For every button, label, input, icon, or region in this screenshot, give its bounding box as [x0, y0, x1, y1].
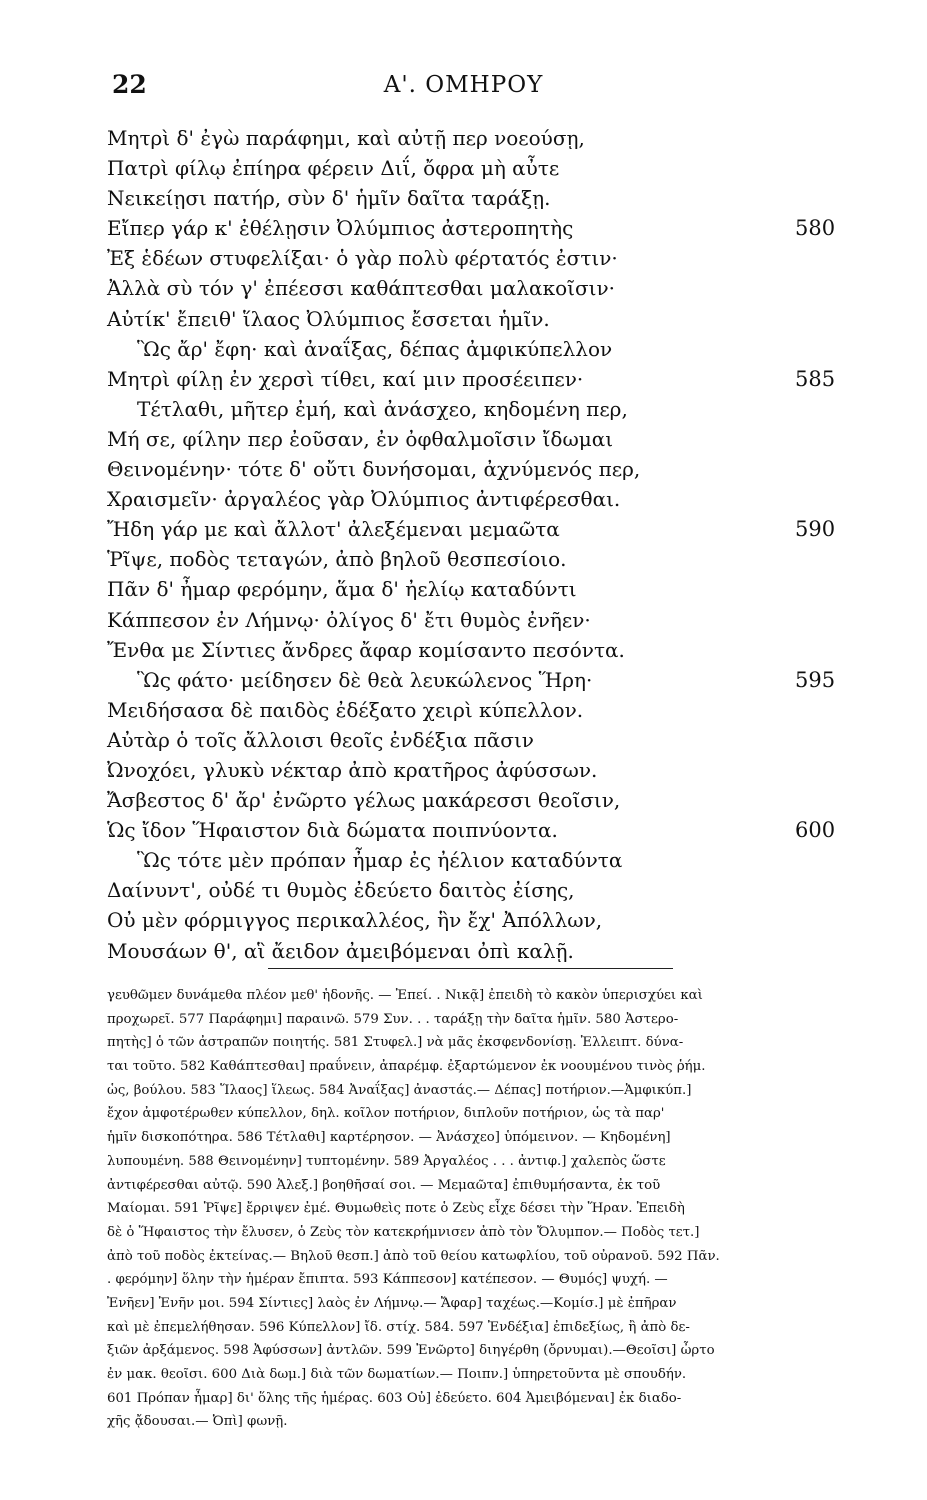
verse-line [107, 364, 847, 394]
verse-text: Μουσάων θ', αἳ ἄειδον ἀμειβόμεναι ὀπὶ καλῇ. [107, 938, 574, 963]
verse-text: Δαίνυντ', οὐδέ τι θυμὸς ἐδεύετο δαιτὸς ἐίσης, [107, 878, 575, 903]
verse-line [107, 304, 847, 334]
verse-line [107, 725, 847, 755]
verse-line [107, 394, 847, 424]
note-line: ται τοῦτο. 582 Καθάπτεσθαι] πραΰνειν, ἀπαρέμφ. ἐξαρτώμενον ἐκ νοουμένου τινὸς ῥήμ. [107, 1059, 706, 1075]
note-line: καὶ μὲ ἐπεμελήθησαν. 596 Κύπελλον] ἴδ. στίχ. 584. 597 Ἐνδέξια] ἐπιδεξίως, ἢ ἀπὸ δε- [107, 1319, 690, 1335]
verse-line [107, 605, 847, 635]
verse-line [107, 815, 847, 845]
page-number: 22 [112, 70, 147, 99]
note-line: Ἐνῆεν] Ἐνῆν μοι. 594 Σίντιες] λαὸς ἐν Λήμνῳ.— Ἄφαρ] ταχέως.—Κομίσ.] μὲ ἐπῆραν [107, 1295, 677, 1311]
note-line: λυπουμένη. 588 Θεινομένην] τυπτομένην. 589 Ἀργαλέος . . . ἀντιφ.] χαλεπὸς ὥστε [107, 1153, 666, 1169]
verse-text: Χραισμεῖν· ἀργαλέος γὰρ Ὀλύμπιος ἀντιφέρεσθαι. [107, 487, 621, 512]
note-line: 601 Πρόπαν ἦμαρ] δι' ὅλης τῆς ἡμέρας. 603 Οὐ] ἐδεύετο. 604 Ἀμειβόμεναι] ἐκ διαδο- [107, 1390, 682, 1406]
verse-line [107, 665, 847, 695]
note-line: προχωρεῖ. 577 Παράφημι] παραινῶ. 579 Συν. . . ταράξῃ τὴν δαῖτα ἡμῖν. 580 Ἀστερο- [107, 1011, 679, 1027]
note-line: ἀντιφέρεσθαι αὐτῷ. 590 Ἀλεξ.] βοηθῆσαί σοι. — Μεμαῶτα] ἐπιθυμήσαντα, ἐκ τοῦ [107, 1177, 661, 1193]
note-line: ἔχον ἀμφοτέρωθεν κύπελλον, δηλ. κοῖλον ποτήριον, διπλοῦν ποτήριον, ὡς τὰ παρ' [107, 1106, 665, 1122]
verse-line [107, 544, 847, 574]
verse-text: Ἐξ ἑδέων στυφελίξαι· ὁ γὰρ πολὺ φέρτατός ἐστιν· [107, 246, 618, 271]
note-line: ἀπὸ τοῦ ποδὸς ἐκτείνας.— Βηλοῦ θεσπ.] ἀπὸ τοῦ θείου κατωφλίου, τοῦ οὐρανοῦ. 592 Πᾶν. [107, 1248, 720, 1264]
verse-line [107, 635, 847, 665]
verse-text: Ἄσβεστος δ' ἄρ' ἐνῶρτο γέλως μακάρεσσι θεοῖσιν, [107, 788, 621, 813]
verse-line [107, 785, 847, 815]
verse-text: Μητρὶ φίλῃ ἐν χερσὶ τίθει, καί μιν προσέειπεν· [107, 366, 584, 391]
note-line: χῆς ᾄδουσαι.— Ὀπὶ] φωνῇ. [107, 1414, 288, 1430]
verse-line [107, 123, 847, 153]
verse-text: Πᾶν δ' ἦμαρ φερόμην, ἅμα δ' ἠελίῳ καταδύντι [107, 577, 577, 602]
line-number: 600 [795, 818, 836, 843]
verse-text: Ῥῖψε, ποδὸς τεταγών, ἀπὸ βηλοῦ θεσπεσίοιο. [107, 547, 567, 572]
note-line: ἡμῖν δισκοπότηρα. 586 Τέτλαθι] καρτέρησον. — Ἀνάσχεο] ὑπόμεινον. — Κηδομένη] [107, 1130, 671, 1146]
verse-line [107, 695, 847, 725]
verse-text: Μή σε, φίλην περ ἐοῦσαν, ἐν ὀφθαλμοῖσιν ἴδωμαι [107, 426, 614, 451]
note-line: ἐν μακ. θεοῖσι. 600 Διὰ δωμ.] διὰ τῶν δωματίων.— Ποιπν.] ὑπηρετοῦντα μὲ σπουδήν. [107, 1367, 687, 1382]
verse-text: Κάππεσον ἐν Λήμνῳ· ὀλίγος δ' ἔτι θυμὸς ἐνῆεν· [107, 607, 591, 632]
note-line: πητὴς] ὁ τῶν ἀστραπῶν ποιητής. 581 Στυφελ.] νὰ μᾶς ἐκσφενδονίσῃ. Ἐλλειπτ. δύνα- [107, 1035, 684, 1051]
verse-text: Ὠνοχόει, γλυκὺ νέκταρ ἀπὸ κρατῆρος ἀφύσσων. [107, 757, 598, 782]
running-head: Α'. ΟΜΗΡΟΥ [383, 72, 544, 98]
verse-line [107, 755, 847, 785]
verse-line [107, 213, 847, 243]
verse-line [107, 484, 847, 514]
verse-line [107, 905, 847, 935]
note-line: ὡς, βούλου. 583 Ἵλαος] ἵλεως. 584 Ἀναΐξας] ἀναστάς.— Δέπας] ποτήριον.—Ἀμφικύπ.] [107, 1082, 692, 1098]
line-number: 590 [795, 517, 836, 542]
verse-text: Ἔνθα με Σίντιες ἄνδρες ἄφαρ κομίσαντο πεσόντα. [107, 637, 625, 662]
verse-line [107, 875, 847, 905]
verse-text: Μητρὶ δ' ἐγὼ παράφημι, καὶ αὐτῇ περ νοεούσῃ, [107, 126, 585, 150]
verse-line [107, 936, 847, 966]
verse-text: Ἤδη γάρ με καὶ ἄλλοτ' ἀλεξέμεναι μεμαῶτα [107, 517, 560, 542]
note-line: ξιῶν ἀρξάμενος. 598 Ἀφύσσων] ἀντλῶν. 599 Ἐνῶρτο] διηγέρθη (ὄρνυμαι).—Θεοῖσι] ὦρτο [107, 1343, 715, 1359]
verse-line [107, 153, 847, 183]
verse-line [107, 574, 847, 604]
verse-text: Ὣς φάτο· μείδησεν δὲ θεὰ λευκώλενος Ἥρη· [137, 667, 593, 692]
note-line: δὲ ὁ Ἥφαιστος τὴν ἔλυσεν, ὁ Ζεὺς τὸν κατεκρήμνισεν ἀπὸ τὸν Ὄλυμπον.— Ποδὸς τετ.] [107, 1224, 700, 1240]
verse-line [107, 454, 847, 484]
verse-block [107, 123, 847, 966]
note-line: γευθῶμεν δυνάμεθα πλέον μεθ' ἡδονῆς. — Ἐπεί. . Νικᾷ] ἐπειδὴ τὸ κακὸν ὑπερισχύει καὶ [107, 988, 703, 1003]
verse-text: Οὐ μὲν φόρμιγγος περικαλλέος, ἣν ἔχ' Ἀπόλλων, [107, 908, 603, 933]
verse-text: Μειδήσασα δὲ παιδὸς ἐδέξατο χειρὶ κύπελλον. [107, 697, 584, 722]
line-number: 585 [795, 366, 836, 391]
verse-line [107, 845, 847, 875]
verse-line [107, 243, 847, 273]
line-number: 595 [795, 667, 836, 692]
verse-text: Νεικείῃσι πατήρ, σὺν δ' ἡμῖν δαῖτα ταράξῃ. [107, 186, 551, 211]
verse-text: Αὐτίκ' ἔπειθ' ἵλαος Ὀλύμπιος ἔσσεται ἡμῖν. [107, 306, 550, 331]
verse-text: Τέτλαθι, μῆτερ ἐμή, καὶ ἀνάσχεο, κηδομένη περ, [137, 396, 628, 421]
verse-text: Θεινομένην· τότε δ' οὔτι δυνήσομαι, ἀχνύμενός περ, [107, 457, 641, 482]
verse-line [107, 334, 847, 364]
verse-text: Ὡς ἴδον Ἥφαιστον διὰ δώματα ποιπνύοντα. [107, 818, 558, 843]
verse-text: Εἴπερ γάρ κ' ἐθέλῃσιν Ὀλύμπιος ἀστεροπητὴς [107, 216, 574, 241]
verse-text: Ἀλλὰ σὺ τόν γ' ἐπέεσσι καθάπτεσθαι μαλακοῖσιν· [107, 276, 615, 301]
verse-text: Ὣς ἄρ' ἔφη· καὶ ἀναΐξας, δέπας ἀμφικύπελλον [137, 336, 613, 361]
verse-line [107, 183, 847, 213]
verse-line [107, 273, 847, 303]
verse-text: Ὣς τότε μὲν πρόπαν ἦμαρ ἐς ἠέλιον καταδύντα [137, 848, 623, 873]
commentary-notes [107, 984, 842, 1434]
verse-text: Πατρὶ φίλῳ ἐπίηρα φέρειν Διΐ, ὄφρα μὴ αὖτε [107, 156, 560, 181]
verse-line [107, 424, 847, 454]
verse-line [107, 514, 847, 544]
line-number: 580 [795, 216, 836, 241]
note-line: . φερόμην] ὅλην τὴν ἡμέραν ἔπιπτα. 593 Κάππεσον] κατέπεσον. — Θυμός] ψυχή. — [107, 1272, 668, 1288]
note-line: Μαίομαι. 591 Ῥῖψε] ἔρριψεν ἐμέ. Θυμωθεὶς ποτε ὁ Ζεὺς εἶχε δέσει τὴν Ἥραν. Ἐπειδὴ [107, 1201, 685, 1217]
footnote-rule [268, 968, 673, 969]
verse-text: Αὐτὰρ ὁ τοῖς ἄλλοισι θεοῖς ἐνδέξια πᾶσιν [107, 727, 534, 752]
